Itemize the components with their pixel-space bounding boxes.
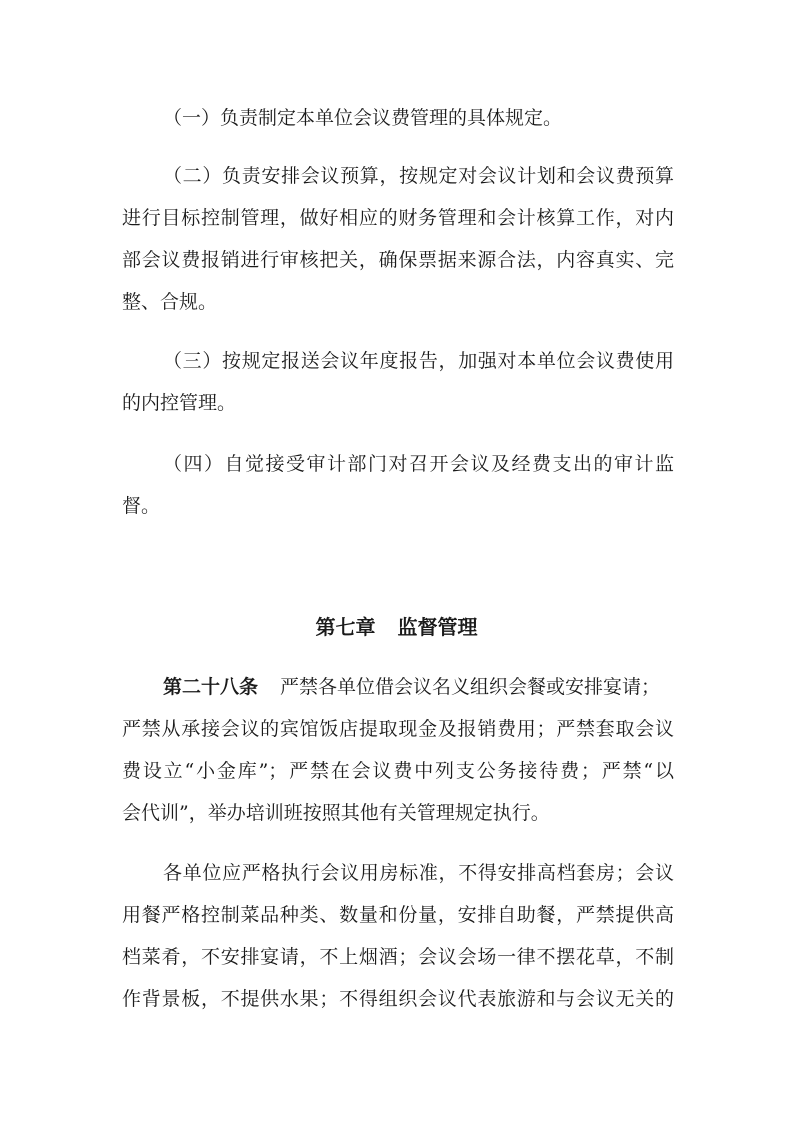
paragraph-3-line-2: 的内控管理。	[122, 392, 237, 414]
chapter-heading	[0, 613, 793, 641]
article-28-line-1	[163, 674, 674, 702]
paragraph-1-line-1: （一）负责制定本单位会议费管理的具体规定。	[163, 107, 563, 129]
paragraph-5-line-2: 用餐严格控制菜品种类、数量和份量，安排自助餐，严禁提供高	[122, 904, 674, 926]
paragraph-2-line-4: 整、合规。	[122, 291, 218, 313]
paragraph-4-line-1: （四）自觉接受审计部门对召开会议及经费支出的审计监	[163, 453, 674, 475]
article-28-line-3: 费设立“小金库”；严禁在会议费中列支公务接待费；严禁“以	[122, 760, 674, 782]
chapter-title: 监督管理	[397, 615, 478, 639]
paragraph-2-line-2: 进行目标控制管理，做好相应的财务管理和会计核算工作，对内	[122, 207, 674, 229]
paragraph-2-line-3: 部会议费报销进行审核把关，确保票据来源合法，内容真实、完	[122, 249, 674, 271]
paragraph-4-line-2: 督。	[122, 495, 161, 517]
paragraph-5-line-4: 作背景板，不提供水果；不得组织会议代表旅游和与会议无关的	[122, 988, 674, 1010]
article-28-label: 第二十八条	[163, 676, 259, 698]
article-28-line-2: 严禁从承接会议的宾馆饭店提取现金及报销费用；严禁套取会议	[122, 718, 674, 740]
article-28-line-1-text: 严禁各单位借会议名义组织会餐或安排宴请；	[280, 676, 661, 698]
chapter-number: 第七章	[315, 615, 376, 639]
article-28-line-4: 会代训”，举办培训班按照其他有关管理规定执行。	[122, 802, 550, 824]
paragraph-3-line-1: （三）按规定报送会议年度报告，加强对本单位会议费使用	[163, 350, 674, 372]
paragraph-2-line-1: （二）负责安排会议预算，按规定对会议计划和会议费预算	[163, 165, 674, 187]
paragraph-5-line-3: 档菜肴，不安排宴请，不上烟酒；会议会场一律不摆花草，不制	[122, 946, 674, 968]
paragraph-5-line-1: 各单位应严格执行会议用房标准，不得安排高档套房；会议	[163, 862, 674, 884]
